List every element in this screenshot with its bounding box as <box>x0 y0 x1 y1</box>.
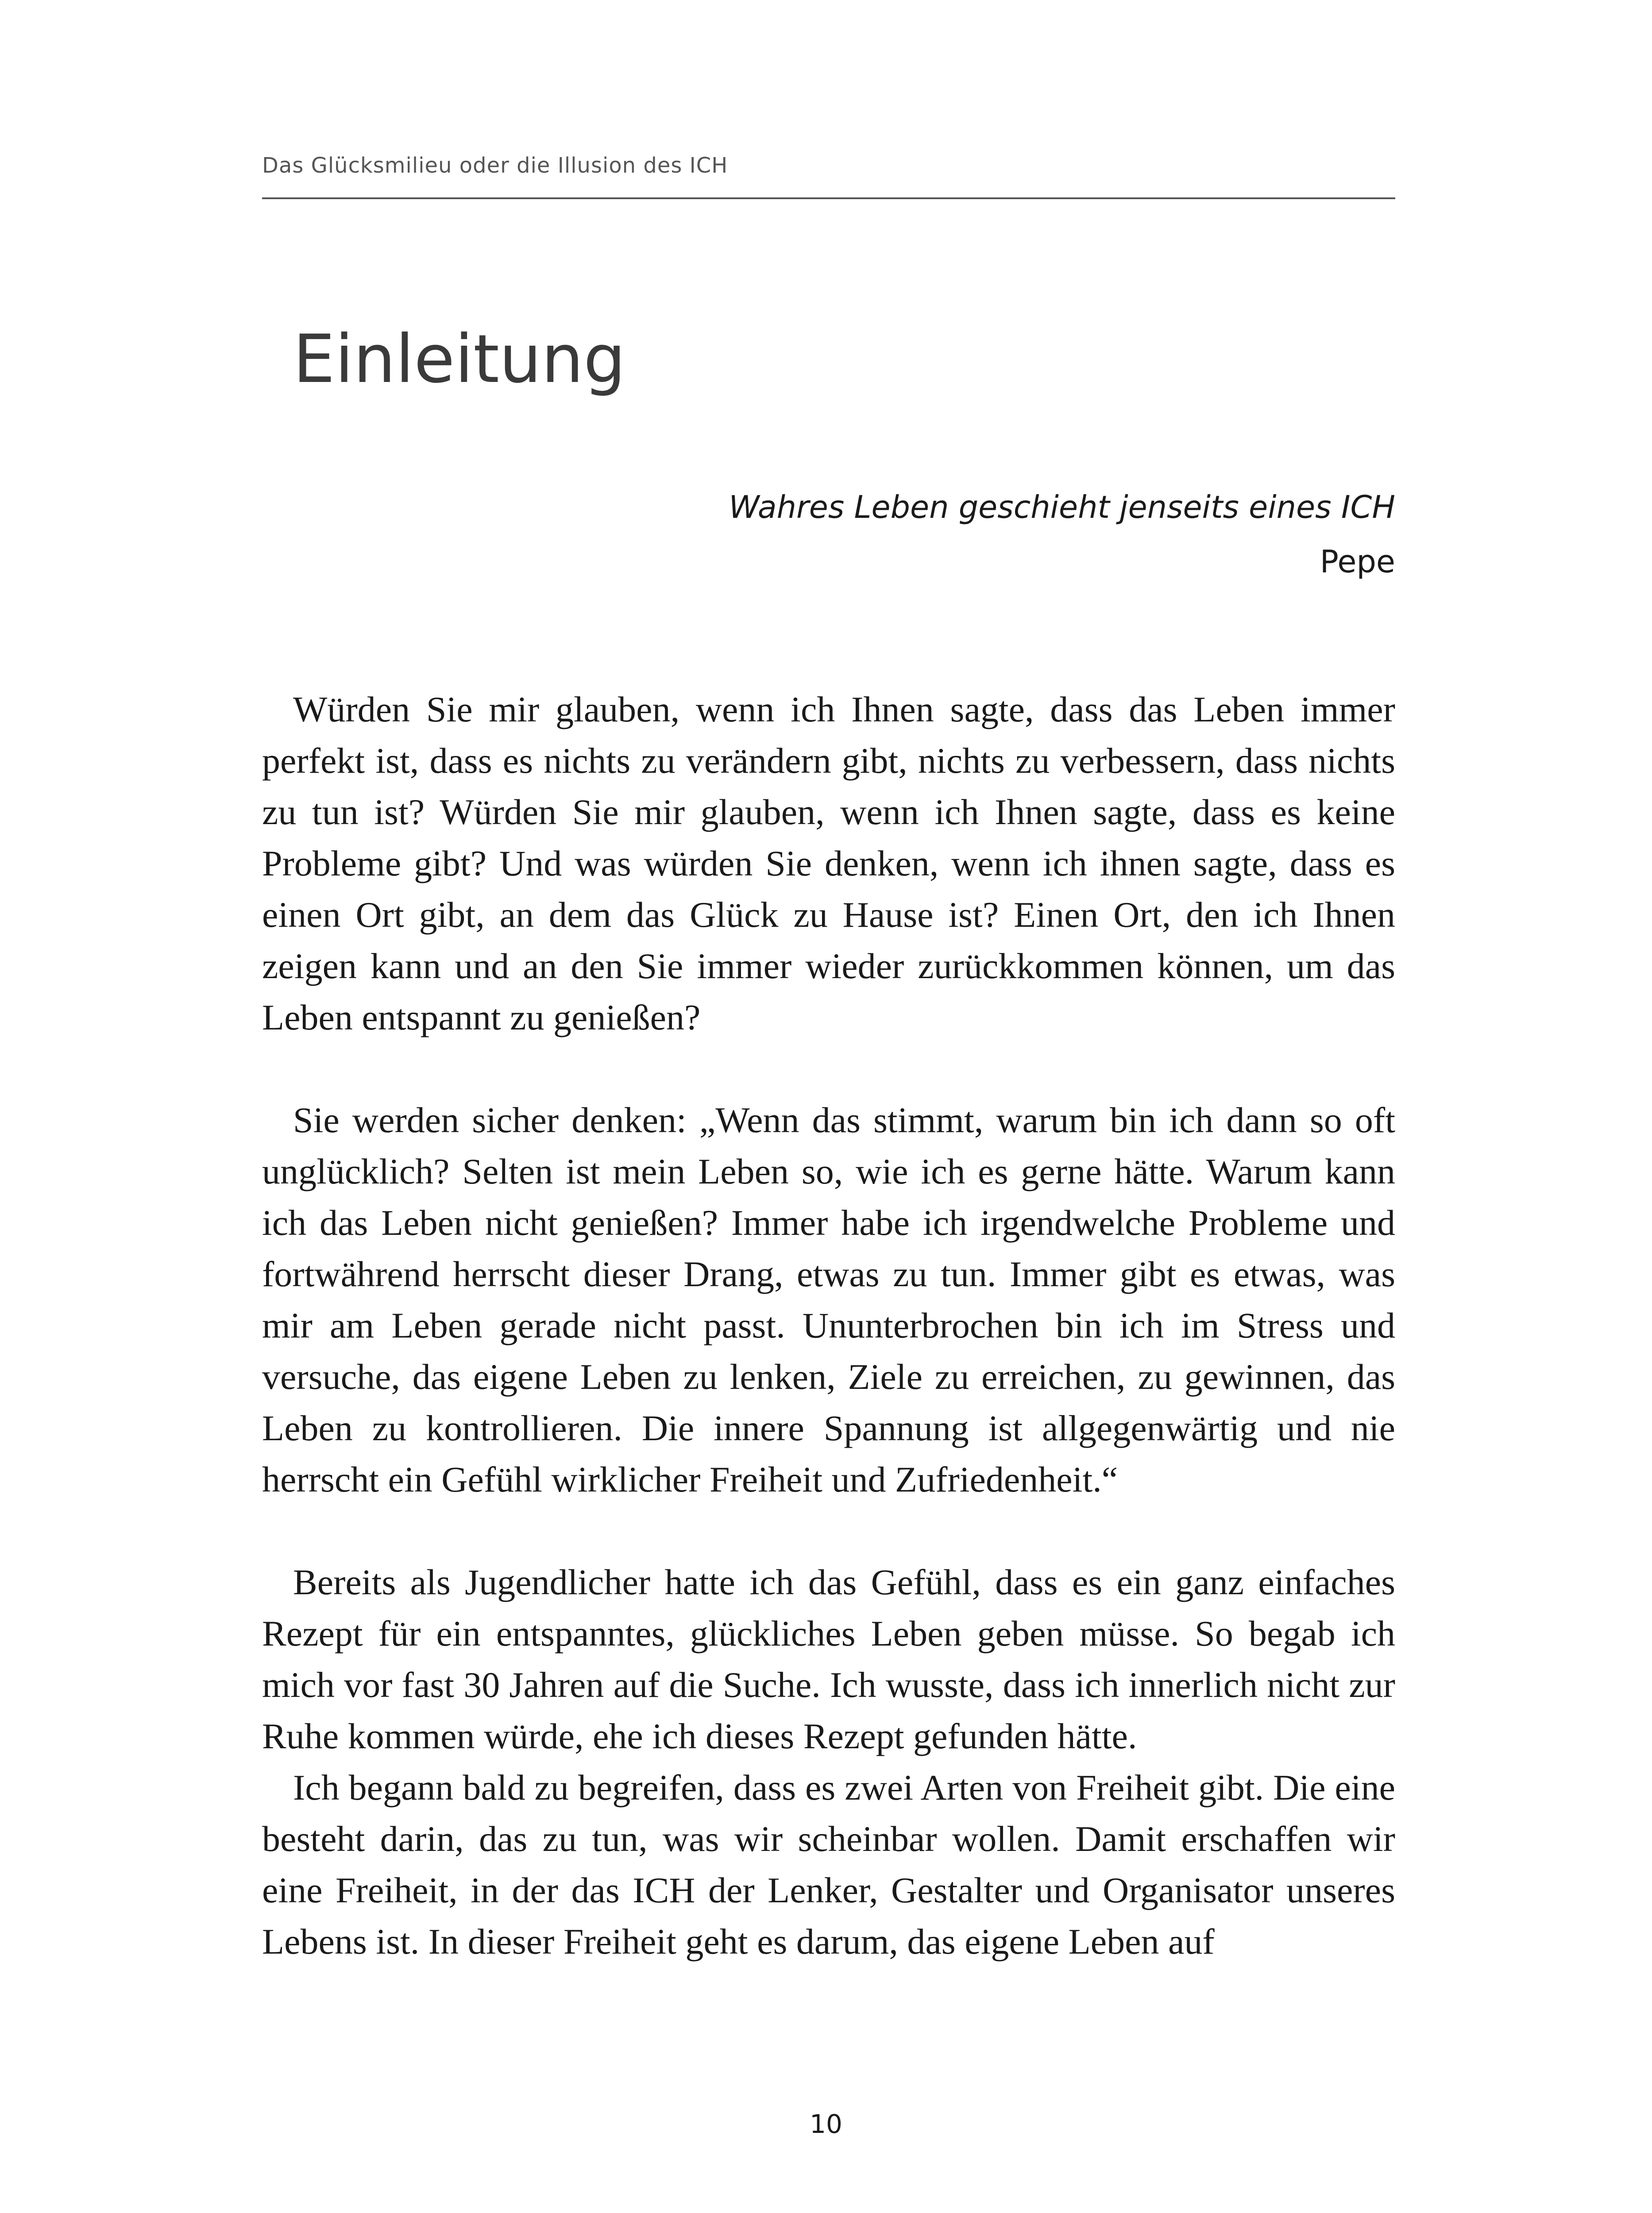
paragraph: Bereits als Jugendlicher hatte ich das Gefühl, dass es ein ganz einfaches Rezept für ein entspanntes, glückliches Leben geben müsse. So begab ich mich vor fast 30 Jahren auf die Suche. Ich wusste, dass ich innerlich nicht zur Ruhe kommen würde, ehe ich dieses Rezept gefunden hätte. <box>262 1562 1395 1756</box>
paragraph: Würden Sie mir glauben, wenn ich Ihnen sagte, dass das Leben immer perfekt ist, dass es nichts zu verändern gibt, nichts zu verbessern, dass nichts zu tun ist? Würden Sie mir glauben, wenn ich Ihnen sagte, dass es keine Probleme gibt? Und was würden Sie denken, wenn ich ihnen sagte, dass es einen Ort gibt, an dem das Glück zu Hause ist? Einen Ort, den ich Ihnen zeigen kann und an den Sie immer wieder zurückkommen können, um das Leben entspannt zu genießen? <box>262 689 1395 1037</box>
epigraph-quote: Wahres Leben geschieht jenseits eines ICH <box>729 489 1395 525</box>
running-header <box>262 153 1395 199</box>
chapter-title: Einleitung <box>293 321 626 398</box>
paragraph: Sie werden sicher denken: „Wenn das stimmt, warum bin ich dann so oft unglücklich? Selten ist mein Leben so, wie ich es gerne hätte. Warum kann ich das Leben nicht genießen? Immer habe ich irgendwelche Probleme und fortwährend herrscht dieser Drang, etwas zu tun. Immer gibt es etwas, was mir am Leben gerade nicht passt. Ununterbrochen bin ich im Stress und versuche, das eigene Leben zu lenken, Ziele zu erreichen, zu gewinnen, das Leben zu kontrollieren. Die innere Spannung ist allgegenwärtig und nie herrscht ein Gefühl wirklicher Freiheit und Zufriedenheit.“ <box>262 1100 1395 1500</box>
body-text <box>262 684 1395 1967</box>
epigraph-author: Pepe <box>1320 544 1395 580</box>
paragraph: Ich begann bald zu begreifen, dass es zwei Arten von Freiheit gibt. Die eine besteht darin, das zu tun, was wir scheinbar wollen. Damit erschaffen wir eine Freiheit, in der das ICH der Lenker, Gestalter und Organisator unseres Lebens ist. In dieser Freiheit geht es darum, das eigene Leben auf <box>262 1767 1395 1962</box>
running-header-text: Das Glücksmilieu oder die Illusion des ICH <box>262 153 728 178</box>
epigraph <box>729 480 1395 589</box>
page-number: 10 <box>810 2109 842 2139</box>
